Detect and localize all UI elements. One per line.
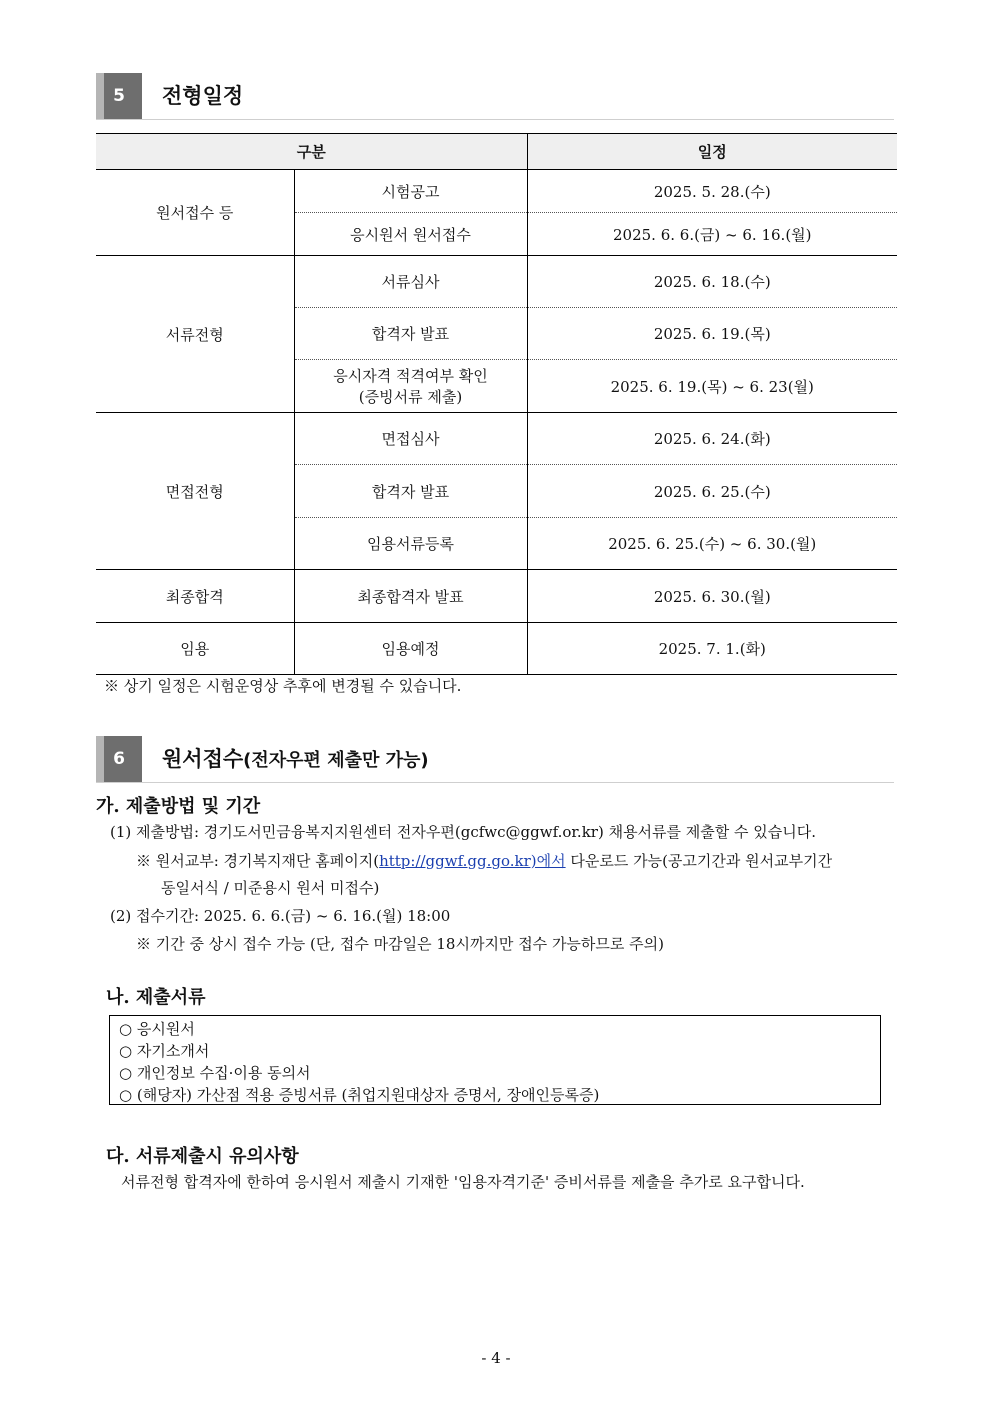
section-5-header [96,73,894,120]
row-item: 합격자 발표 [294,308,527,360]
row-item: 시험공고 [294,170,527,213]
schedule-table [96,133,897,675]
method-note-1 [136,850,832,871]
schedule-note: ※ 상기 일정은 시험운영상 추후에 변경될 수 있습니다. [104,677,462,695]
row-date: 2025. 7. 1.(화) [527,623,897,675]
document-item: ○ 응시원서 [119,1020,195,1038]
table-row [96,256,897,308]
table-row [96,170,897,213]
row-item-two-line [294,360,527,413]
row-item: 임용예정 [294,623,527,675]
row-date: 2025. 6. 6.(금) ~ 6. 16.(월) [527,213,897,256]
row-item: 응시원서 원서접수 [294,213,527,256]
document-item: ○ 개인정보 수집·이용 동의서 [119,1064,311,1082]
method-note-1-suffix: 다운로드 가능(공고기간과 원서교부기간 [565,852,833,870]
row-date: 2025. 5. 28.(수) [527,170,897,213]
row-date: 2025. 6. 30.(월) [527,570,897,623]
header-date: 일정 [527,134,897,170]
documents-box [109,1015,881,1105]
documents-heading: 나. 제출서류 [106,987,206,1008]
group-name: 원서접수 등 [96,170,294,256]
method-note-2: ※ 기간 중 상시 접수 가능 (단, 접수 마감일은 18시까지만 접수 가능하므로 주의) [136,935,664,953]
method-heading: 가. 제출방법 및 기간 [96,796,261,817]
row-item-line-2: (증빙서류 제출) [358,388,463,406]
row-item: 임용서류등록 [294,518,527,570]
row-item: 서류심사 [294,256,527,308]
row-item: 합격자 발표 [294,465,527,518]
group-name: 최종합격 [96,570,294,623]
section-6-title [162,736,429,782]
document-item: ○ (해당자) 가산점 적용 증빙서류 (취업지원대상자 증명서, 장애인등록증) [119,1086,600,1104]
row-item: 최종합격자 발표 [294,570,527,623]
group-name: 임용 [96,623,294,675]
cautions-text: 서류전형 합격자에 한하여 응시원서 제출시 기재한 '임용자격기준' 증비서류를 제출을 추가로 요구합니다. [121,1173,805,1191]
row-date: 2025. 6. 19.(목) ~ 6. 23(월) [527,360,897,413]
section-5-title: 전형일정 [162,84,244,108]
header-category: 구분 [96,134,527,170]
section-6-subtitle: (전자우편 제출만 가능) [243,750,429,771]
group-name: 면접전형 [96,413,294,570]
row-item-line-1: 응시자격 적격여부 확인 [333,367,488,385]
method-note-1-prefix: ※ 원서교부: 경기복지재단 홈페이지( [136,852,380,870]
row-date: 2025. 6. 25.(수) ~ 6. 30.(월) [527,518,897,570]
cautions-heading: 다. 서류제출시 유의사항 [106,1146,299,1167]
table-row [96,413,897,465]
row-date: 2025. 6. 24.(화) [527,413,897,465]
table-row [96,570,897,623]
row-date: 2025. 6. 18.(수) [527,256,897,308]
page-number: - 4 - [481,1349,511,1367]
section-5-number: 5 [96,73,142,119]
row-date: 2025. 6. 19.(목) [527,308,897,360]
row-date: 2025. 6. 25.(수) [527,465,897,518]
table-row [96,623,897,675]
table-header-row [96,134,897,170]
group-name: 서류전형 [96,256,294,413]
section-6-title-main: 원서접수 [162,747,244,771]
method-note-1-cont: 동일서식 / 미준용시 원서 미접수) [161,879,380,897]
section-6-number: 6 [96,736,142,782]
homepage-link[interactable]: http://ggwf.gg.go.kr)에서 [379,852,566,870]
method-line-2: (2) 접수기간: 2025. 6. 6.(금) ~ 6. 16.(월) 18:00 [110,907,451,925]
document-item: ○ 자기소개서 [119,1042,210,1060]
section-6-header [96,736,894,783]
row-item: 면접심사 [294,413,527,465]
method-line-1: (1) 제출방법: 경기도서민금융복지지원센터 전자우편(gcfwc@ggwf.or.kr) 채용서류를 제출할 수 있습니다. [110,823,817,841]
